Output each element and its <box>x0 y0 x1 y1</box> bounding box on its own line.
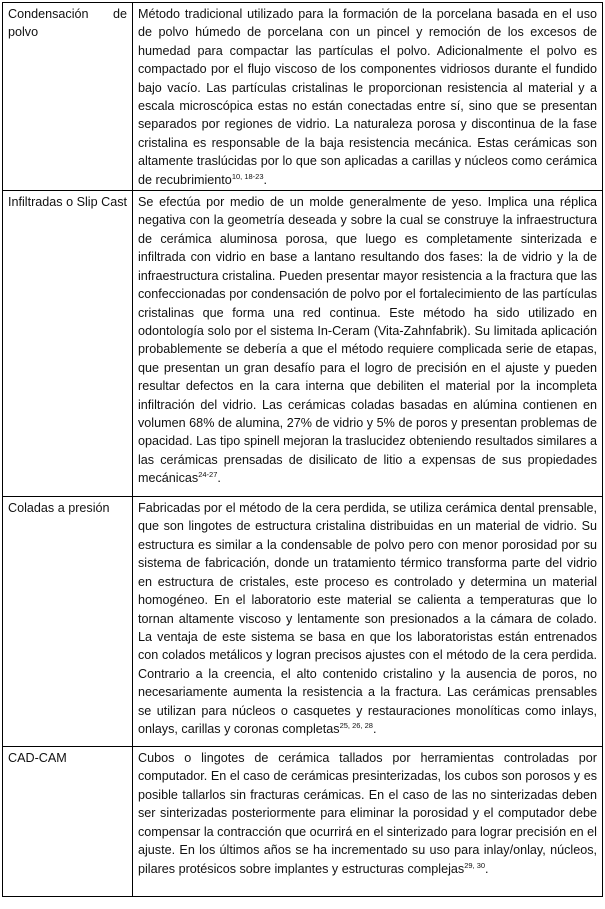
citation-refs: 24-27 <box>198 469 218 479</box>
method-description: Cubos o lingotes de cerámica tallados por herramientas controladas por computador. En el caso de cerámicas presinterizadas, los cubos son porosos y es posible tallarlos sin fracturas cerámicas. En el caso de las no sinterizadas deben ser sinterizadas posteriormente para eliminar la porosidad y el computador debe compensar la contracción que ocurrirá en el sinterizado para lograr precisión en el ajuste. En los últimos años se ha incrementado su uso para inlay/onlay, núcleos, pilares protésicos sobre implantes y estructuras complejas$^{29, 30}$. <box>133 747 603 897</box>
table-row <box>3 497 603 747</box>
citation-refs: 25, 26, 28 <box>339 720 373 730</box>
citation-refs: 10, 18-23 <box>231 171 264 181</box>
method-description: Se efectúa por medio de un molde generalmente de yeso. Implica una réplica negativa con la geometría deseada y sobre la cual se construye la infraestructura de cerámica aluminosa porosa, que luego es completamente sinterizada e infiltrada con vidrio en base a lantano resultando dos fases: la de vidrio y la de infraestructura cristalina. Pueden presentar mayor resistencia a la fractura que las confeccionadas por condensación de polvo por el fortalecimiento de las partículas cristalinas que forma una red continua. Este método ha sido utilizado en odontología solo por el sistema In-Ceram (Vita-Zahnfabrik). Su limitada aplicación probablemente se debería a que el método requiere complicada serie de etapas, que presentan un gran desafío para el logro de precisión en el ajuste y pueden resultar defectos en la cara interna que debiliten el material por la incompleta infiltración del vidrio. Las cerámicas coladas basadas en alúmina contienen en volumen 68% de alumina, 27% de vidrio y 5% de poros y presentan problemas de opacidad. Las tipo spinell mejoran la traslucidez obteniendo resultados similares a las cerámicas prensadas de disilicato de litio a expensas de sus propiedades mecánicas$^{24-27}$. <box>133 191 603 497</box>
method-term: Condensación de polvo <box>3 3 133 191</box>
method-term: CAD-CAM <box>3 747 133 897</box>
method-term: Coladas a presión <box>3 497 133 747</box>
fabrication-methods-table <box>2 2 603 897</box>
method-description: Fabricadas por el método de la cera perdida, se utiliza cerámica dental prensable, que son lingotes de estructura cristalina distribuidas en un material de vidrio. Su estructura es similar a la condensable de polvo pero con menor porosidad por su sistema de fabricación, donde un tratamiento térmico transforma parte del vidrio en estructura de cristales, este proceso es controlado y determina un material homogéneo. En el laboratorio este material se calienta a temperaturas que lo tornan altamente viscoso y lentamente son presionados a la cámara de colado. La ventaja de este sistema se basa en que los laboratoristas están entrenados con colados metálicos y logran precisos ajustes con el método de la cera perdida. Contrario a la creencia, el alto contenido cristalino y la ausencia de poros, no necesariamente aumenta la resistencia a la fractura. Las cerámicas prensables se utilizan para núcleos o casquetes y restauraciones monolíticas como inlays, onlays, carillas y coronas completas$^{25, 26, 28}$. <box>133 497 603 747</box>
table-row <box>3 191 603 497</box>
method-term: Infiltradas o Slip Cast <box>3 191 133 497</box>
citation-refs: 29, 30 <box>464 860 486 870</box>
table-row <box>3 3 603 191</box>
table-row <box>3 747 603 897</box>
method-description: Método tradicional utilizado para la formación de la porcelana basada en el uso de polvo húmedo de porcelana con un pincel y remoción de los excesos de humedad para compactar las partículas el polvo. Adicionalmente el polvo es compactado por el flujo viscoso de los componentes vidriosos durante el fundido bajo vacío. Las partículas cristalinas le proporcionan resistencia al material y a escala microscópica estas no están conectadas entre sí, sino que se presentan separados por regiones de vidrio. La naturaleza porosa y discontinua de la fase cristalina es responsable de la baja resistencia mecánica. Estas cerámicas son altamente traslúcidas por lo que son aplicadas a carillas y núcleos como cerámica de recubrimiento$^{10, 18-23}$. <box>133 3 603 191</box>
